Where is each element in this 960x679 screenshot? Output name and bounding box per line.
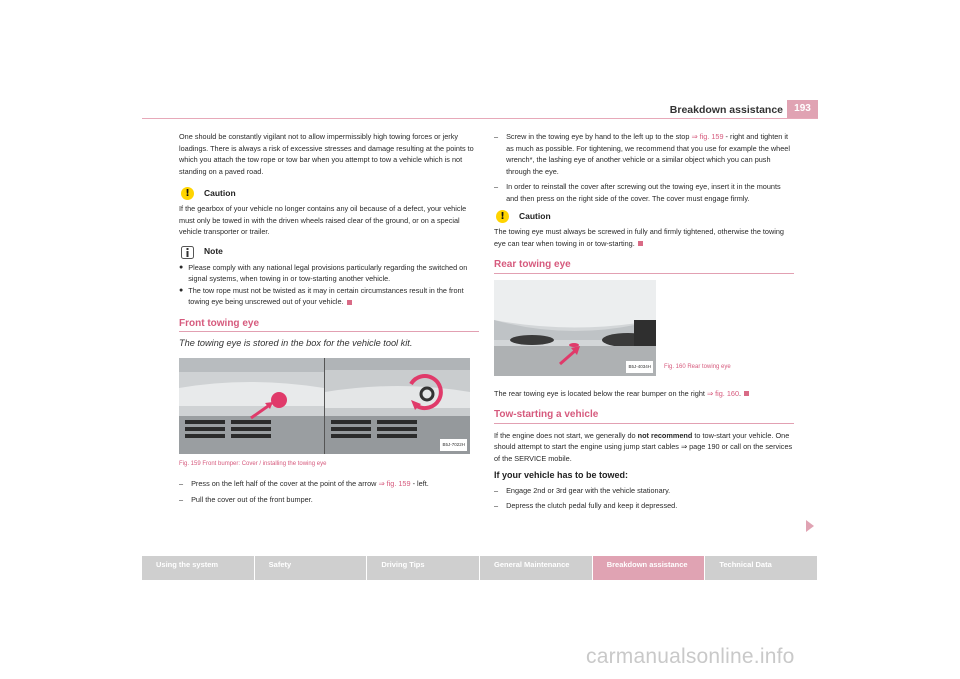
chapter-tabs <box>142 556 818 580</box>
caution-title: Caution <box>519 210 551 221</box>
step-item <box>179 494 479 506</box>
caution-text: The towing eye must always be screwed in fully and firmly tightened, otherwise the towing eye can tear when towing in or tow-starting. <box>494 227 784 248</box>
figure-code: B5J-4034H <box>626 361 653 373</box>
figure-caption: Fig. 160 Rear towing eye <box>664 364 731 370</box>
step-text: Screw in the towing eye by hand to the left up to the stop ⇒ fig. 159 - right and tighten it as much as possible. For tightening, we recommend that you use for example the wheel wrench*, the lashing eye of another vehicle or a similar object which you can push through the eye. <box>506 132 790 176</box>
rear-towing-eye-text: The rear towing eye is located below the rear bumper on the right ⇒ fig. 160. <box>494 388 794 400</box>
dash-icon: – <box>179 479 184 488</box>
note-item <box>179 285 479 308</box>
step-text: In order to reinstall the cover after screwing out the towing eye, insert it in the mounts and then press on the right side of the cover. The cover must engage firmly. <box>506 182 781 203</box>
caution-heading <box>181 187 479 200</box>
caution-text: If the gearbox of your vehicle no longer contains any oil because of a defect, your vehicle must only be towed in with the driven wheels raised clear of the ground, or on a special vehicle transporter or trailer. <box>179 204 467 236</box>
header-title: Breakdown assistance <box>669 104 783 116</box>
figure-link[interactable]: ⇒ fig. 159 <box>378 479 411 488</box>
dash-icon: – <box>494 485 499 495</box>
section-end-icon <box>638 241 643 246</box>
step-text: Engage 2nd or 3rd gear with the vehicle stationary. <box>506 485 671 495</box>
figure-link[interactable]: ⇒ fig. 159 <box>691 132 724 141</box>
section-title-tow-starting: Tow-starting a vehicle <box>494 409 794 424</box>
step-text: Depress the clutch pedal fully and keep it depressed. <box>506 501 678 510</box>
section-end-icon <box>347 300 352 305</box>
right-column <box>494 131 794 516</box>
note-item-text: Please comply with any national legal provisions particularly regarding the switched on signal systems, when towing in or tow-starting another vehicle. <box>188 262 468 283</box>
step-item <box>494 485 794 497</box>
figure-code: B5J-7022H <box>440 439 467 451</box>
left-column <box>179 131 479 509</box>
step-item <box>494 131 794 177</box>
caution-heading <box>496 210 794 223</box>
dash-icon: – <box>494 132 499 141</box>
section-end-icon <box>744 391 749 396</box>
tab-technical-data[interactable]: Technical Data <box>705 556 817 580</box>
section-title-rear-towing-eye: Rear towing eye <box>494 259 794 274</box>
next-page-arrow-icon[interactable] <box>806 520 814 532</box>
step-text: Press on the left half of the cover at the point of the arrow ⇒ fig. 159 - left. <box>191 479 429 488</box>
figure-160-row <box>494 280 794 376</box>
figure-link[interactable]: ⇒ fig. 160 <box>706 388 740 398</box>
caution-icon: ! <box>181 187 194 200</box>
tab-breakdown-assistance[interactable]: Breakdown assistance <box>593 556 705 580</box>
tab-using-the-system[interactable]: Using the system <box>142 556 254 580</box>
figure-160 <box>494 280 656 376</box>
caution-icon: ! <box>496 210 509 223</box>
bullet-icon: ● <box>179 263 184 271</box>
caution-title: Caution <box>204 187 236 198</box>
step-item <box>494 181 794 204</box>
dash-icon: – <box>494 501 499 510</box>
tab-driving-tips[interactable]: Driving Tips <box>367 556 479 580</box>
page-number: 193 <box>787 100 818 118</box>
figure-caption: Fig. 159 Front bumper: Cover / installing the towing eye <box>179 460 327 467</box>
dash-icon: – <box>494 182 499 191</box>
step-item <box>179 478 479 490</box>
header-rule <box>142 118 818 119</box>
tow-starting-text: If the engine does not start, we generally do not recommend to tow-start your vehicle. One should attempt to start the engine using jump start cables ⇒ page 190 or call on the services of the SERVICE mobile. <box>494 430 793 463</box>
towed-heading: If your vehicle has to be towed: <box>494 470 629 480</box>
intro-paragraph: One should be constantly vigilant not to allow impermissibly high towing forces or jerky loadings. There is always a risk of excessive stresses and damage resulting at the points to which you attach the tow rope or tow bar when you attempt to tow a vehicle which is not standing on a paved road. <box>179 132 474 176</box>
note-heading <box>181 246 479 259</box>
note-icon <box>181 246 194 259</box>
figure-159 <box>179 358 470 454</box>
step-text: Pull the cover out of the front bumper. <box>191 494 313 504</box>
note-item-text: The tow rope must not be twisted as it may in certain circumstances result in the front towing eye being unscrewed out of your vehicle. <box>188 285 464 306</box>
note-item <box>179 262 479 285</box>
note-title: Note <box>204 246 223 257</box>
front-bumper-image <box>179 358 470 454</box>
dash-icon: – <box>179 494 184 504</box>
bullet-icon: ● <box>179 286 184 294</box>
watermark: carmanualsonline.info <box>586 645 795 668</box>
tab-general-maintenance[interactable]: General Maintenance <box>480 556 592 580</box>
step-item <box>494 500 794 512</box>
section-subtitle: The towing eye is stored in the box for the vehicle tool kit. <box>179 338 413 348</box>
section-title-front-towing-eye: Front towing eye <box>179 318 479 333</box>
tab-safety[interactable]: Safety <box>255 556 367 580</box>
